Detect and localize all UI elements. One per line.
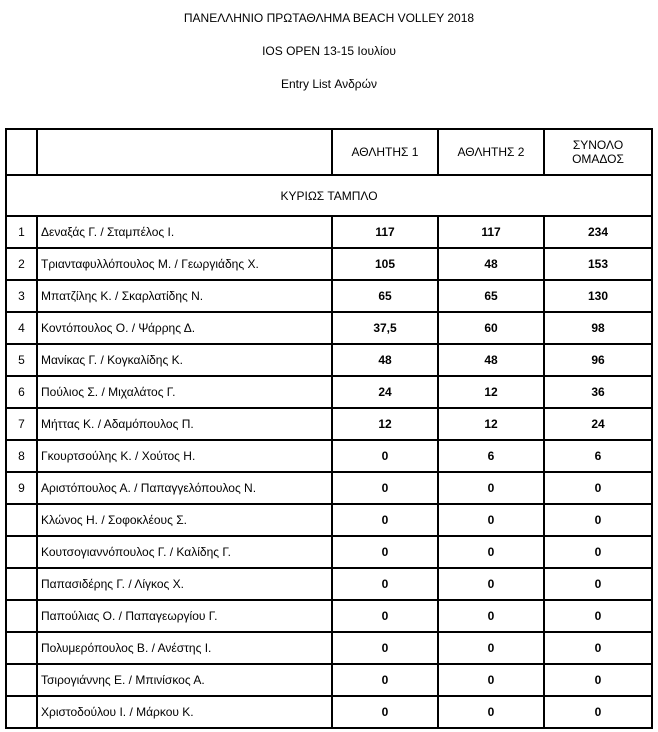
athlete1-points-cell: 24 — [332, 376, 438, 408]
table-row — [6, 568, 652, 600]
team-total-cell: 96 — [544, 344, 652, 376]
athlete1-points-cell: 12 — [332, 408, 438, 440]
table-row — [6, 408, 652, 440]
table-header-row — [6, 129, 652, 175]
athlete2-points-cell: 48 — [438, 248, 544, 280]
header-athlete2: ΑΘΛΗΤΗΣ 2 — [438, 129, 544, 175]
team-cell: Χριστοδούλου Ι. / Μάρκου Κ. — [37, 696, 332, 728]
table-row — [6, 248, 652, 280]
rank-cell: 6 — [6, 376, 37, 408]
table-row — [6, 312, 652, 344]
team-total-cell: 130 — [544, 280, 652, 312]
rank-cell: 9 — [6, 472, 37, 504]
table-row — [6, 504, 652, 536]
table-row — [6, 632, 652, 664]
rank-cell: 5 — [6, 344, 37, 376]
athlete2-points-cell: 0 — [438, 696, 544, 728]
team-cell: Δεναξάς Γ. / Σταμπέλος Ι. — [37, 216, 332, 248]
table-row — [6, 536, 652, 568]
athlete2-points-cell: 0 — [438, 600, 544, 632]
athlete1-points-cell: 65 — [332, 280, 438, 312]
event-subtitle: IOS OPEN 13-15 Ιουλίου — [262, 44, 396, 58]
rank-cell — [6, 696, 37, 728]
table-row — [6, 440, 652, 472]
team-cell: Αριστόπουλος Α. / Παπαγγελόπουλος Ν. — [37, 472, 332, 504]
team-total-cell: 6 — [544, 440, 652, 472]
header-rank — [6, 129, 37, 175]
team-total-cell: 0 — [544, 504, 652, 536]
table-row — [6, 376, 652, 408]
rank-cell: 1 — [6, 216, 37, 248]
document-title: ΠΑΝΕΛΛΗΝΙΟ ΠΡΩΤΑΘΛΗΜΑ BEACH VOLLEY 2018 — [183, 11, 475, 25]
athlete2-points-cell: 65 — [438, 280, 544, 312]
team-cell: Παπασιδέρης Γ. / Λίγκος Χ. — [37, 568, 332, 600]
athlete1-points-cell: 48 — [332, 344, 438, 376]
team-cell: Πολυμερόπουλος Β. / Ανέστης Ι. — [37, 632, 332, 664]
athlete2-points-cell: 6 — [438, 440, 544, 472]
rank-cell: 7 — [6, 408, 37, 440]
team-cell: Κλώνος Η. / Σοφοκλέους Σ. — [37, 504, 332, 536]
team-cell: Μπατζίλης Κ. / Σκαρλατίδης Ν. — [37, 280, 332, 312]
team-total-cell: 0 — [544, 600, 652, 632]
entry-list-table — [5, 128, 653, 729]
header-team-total-line2: ΟΜΑΔΟΣ — [572, 152, 624, 166]
team-total-cell: 36 — [544, 376, 652, 408]
team-cell: Κουτσογιαννόπουλος Γ. / Καλίδης Γ. — [37, 536, 332, 568]
athlete2-points-cell: 117 — [438, 216, 544, 248]
rank-cell — [6, 536, 37, 568]
rank-cell — [6, 568, 37, 600]
athlete1-points-cell: 0 — [332, 600, 438, 632]
table-row — [6, 344, 652, 376]
team-total-cell: 0 — [544, 536, 652, 568]
header-team — [37, 129, 332, 175]
athlete1-points-cell: 105 — [332, 248, 438, 280]
athlete2-points-cell: 0 — [438, 632, 544, 664]
athlete2-points-cell: 0 — [438, 504, 544, 536]
list-title: Entry List Ανδρών — [280, 77, 377, 91]
athlete1-points-cell: 0 — [332, 440, 438, 472]
team-cell: Μήττας Κ. / Αδαμόπουλος Π. — [37, 408, 332, 440]
table-row — [6, 280, 652, 312]
table-row — [6, 216, 652, 248]
rank-cell — [6, 504, 37, 536]
athlete2-points-cell: 0 — [438, 472, 544, 504]
athlete2-points-cell: 0 — [438, 664, 544, 696]
athlete1-points-cell: 0 — [332, 664, 438, 696]
athlete2-points-cell: 12 — [438, 408, 544, 440]
team-cell: Μανίκας Γ. / Κογκαλίδης Κ. — [37, 344, 332, 376]
team-cell: Παπούλιας Ο. / Παπαγεωργίου Γ. — [37, 600, 332, 632]
athlete1-points-cell: 0 — [332, 472, 438, 504]
team-total-cell: 24 — [544, 408, 652, 440]
team-total-cell: 0 — [544, 696, 652, 728]
header-athlete1: ΑΘΛΗΤΗΣ 1 — [332, 129, 438, 175]
team-cell: Τσιρογιάννης Ε. / Μπινίσκος Α. — [37, 664, 332, 696]
table-row — [6, 664, 652, 696]
team-cell: Τριανταφυλλόπουλος Μ. / Γεωργιάδης Χ. — [37, 248, 332, 280]
athlete2-points-cell: 0 — [438, 536, 544, 568]
team-cell: Κοντόπουλος Ο. / Ψάρρης Δ. — [37, 312, 332, 344]
section-label: ΚΥΡΙΩΣ ΤΑΜΠΛΟ — [6, 175, 652, 216]
athlete1-points-cell: 0 — [332, 632, 438, 664]
athlete2-points-cell: 0 — [438, 568, 544, 600]
athlete2-points-cell: 60 — [438, 312, 544, 344]
athlete1-points-cell: 37,5 — [332, 312, 438, 344]
rank-cell — [6, 632, 37, 664]
rank-cell: 2 — [6, 248, 37, 280]
team-total-cell: 234 — [544, 216, 652, 248]
team-total-cell: 0 — [544, 568, 652, 600]
athlete1-points-cell: 0 — [332, 504, 438, 536]
team-total-cell: 153 — [544, 248, 652, 280]
header-team-total — [544, 129, 652, 175]
team-cell: Γκουρτσούλης Κ. / Χούτος Η. — [37, 440, 332, 472]
team-total-cell: 98 — [544, 312, 652, 344]
rank-cell — [6, 664, 37, 696]
team-total-cell: 0 — [544, 472, 652, 504]
team-total-cell: 0 — [544, 632, 652, 664]
team-total-cell: 0 — [544, 664, 652, 696]
athlete1-points-cell: 117 — [332, 216, 438, 248]
table-row — [6, 472, 652, 504]
rank-cell — [6, 600, 37, 632]
rank-cell: 3 — [6, 280, 37, 312]
table-row — [6, 696, 652, 728]
athlete2-points-cell: 12 — [438, 376, 544, 408]
header-team-total-line1: ΣΥΝΟΛΟ — [572, 138, 624, 152]
athlete1-points-cell: 0 — [332, 696, 438, 728]
section-row — [6, 175, 652, 216]
rank-cell: 4 — [6, 312, 37, 344]
table-row — [6, 600, 652, 632]
athlete2-points-cell: 48 — [438, 344, 544, 376]
athlete1-points-cell: 0 — [332, 568, 438, 600]
rank-cell: 8 — [6, 440, 37, 472]
team-cell: Πούλιος Σ. / Μιχαλάτος Γ. — [37, 376, 332, 408]
athlete1-points-cell: 0 — [332, 536, 438, 568]
